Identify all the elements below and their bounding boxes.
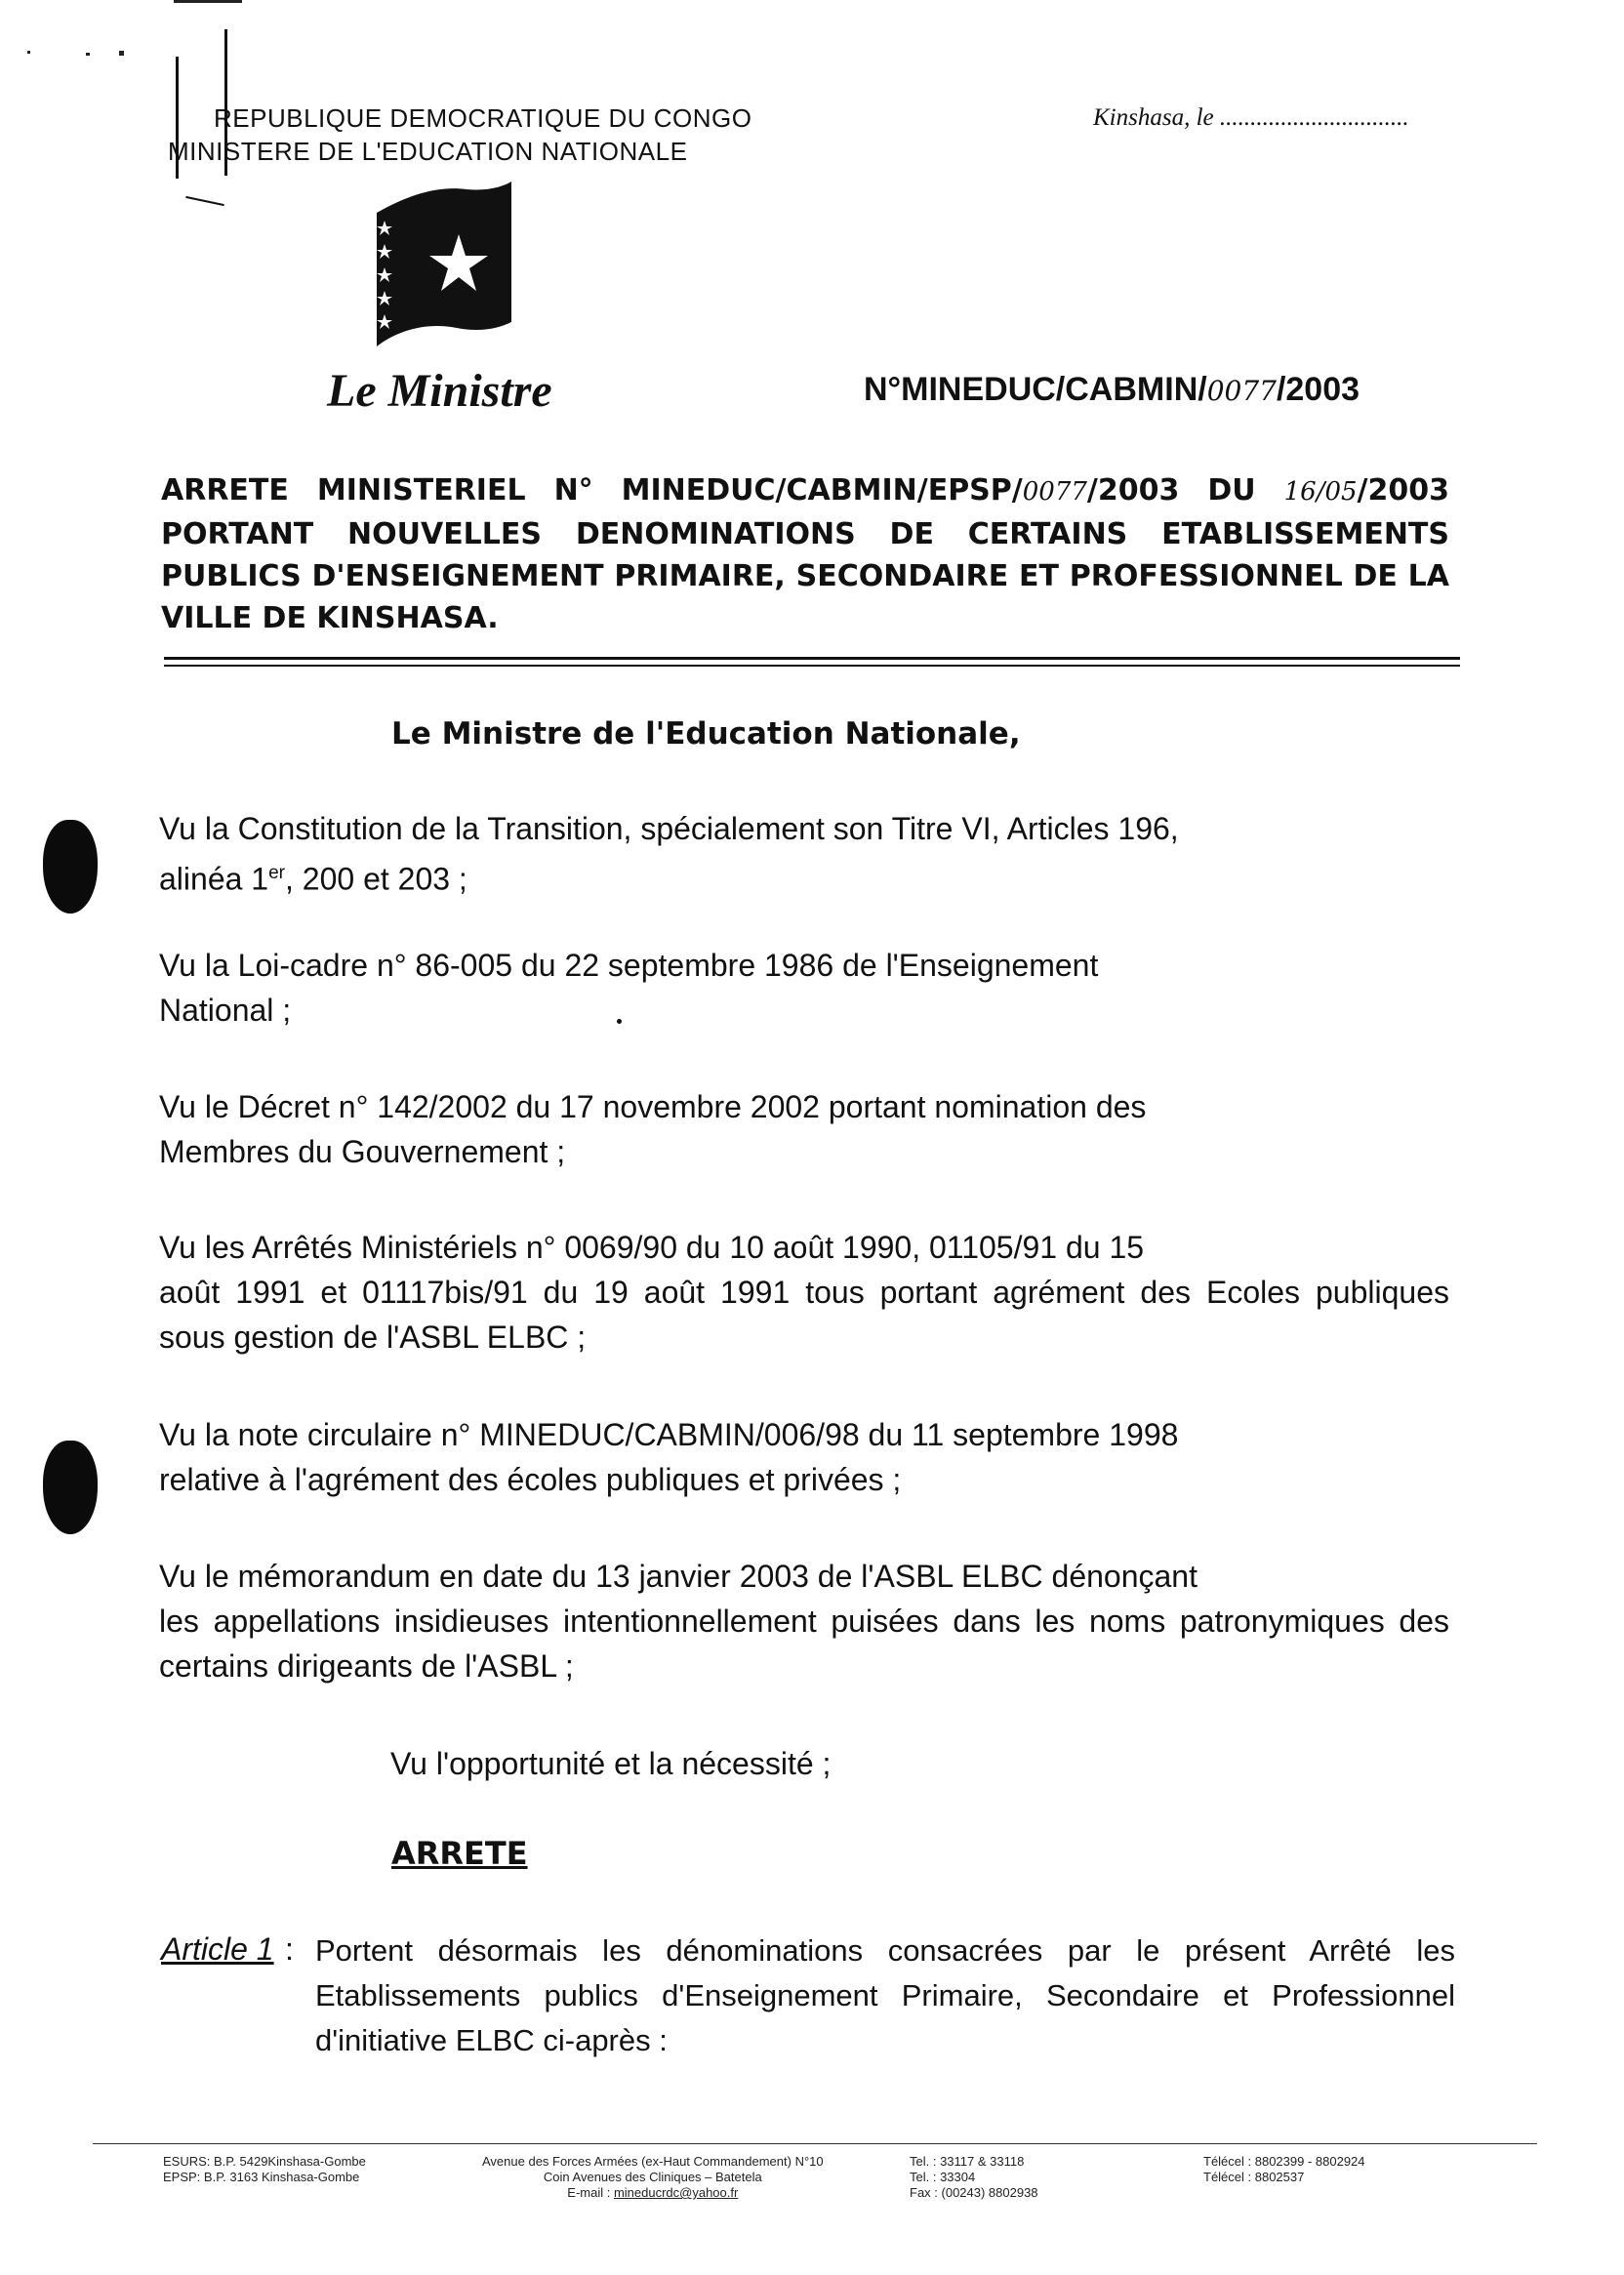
scan-mark <box>27 51 30 54</box>
scan-mark <box>119 51 124 56</box>
visa-note-circulaire <box>159 1412 1449 1502</box>
decree-title: ARRETE MINISTERIEL N° MINEDUC/CABMIN/EPSP/0077/2003 DU 16/05/2003 PORTANT NOUVELLES DENOMINATIONS DE CERTAINS ETABLISSEMENTS PUBLICS D'ENSEIGNEMENT PRIMAIRE, SECONDAIRE ET PROFESSIONNEL DE LA VILLE DE KINSHASA. <box>161 473 1449 635</box>
visa-arretes <box>159 1225 1449 1360</box>
punch-hole <box>43 1441 98 1534</box>
scan-mark <box>174 0 242 3</box>
republic-heading: REPUBLIQUE DEMOCRATIQUE DU CONGO <box>214 103 752 133</box>
visa-memorandum <box>159 1554 1449 1688</box>
arrete-heading: ARRETE <box>391 1835 528 1872</box>
reference-number <box>864 371 1360 409</box>
article-1-label: Article 1 <box>161 1931 274 1967</box>
title-handwritten-number: 0077 <box>1022 477 1087 507</box>
visa-line: Vu le Décret n° 142/2002 du 17 novembre 2002 portant nomination des <box>159 1089 1147 1124</box>
margin-pen-line <box>185 196 224 206</box>
drc-flag-emblem <box>369 176 515 351</box>
visa-line: Vu la Loi-cadre n° 86-005 du 22 septembre 1986 de l'Enseignement <box>159 948 1099 983</box>
reference-suffix: /2003 <box>1276 371 1360 408</box>
minister-heading: Le Ministre de l'Education Nationale, <box>391 716 1021 752</box>
place-date: Kinshasa, le ............................... <box>1093 104 1409 131</box>
article-1-colon: : <box>285 1931 294 1967</box>
punch-hole <box>43 820 98 914</box>
visa-constitution <box>159 806 1449 902</box>
visa-line: Membres du Gouvernement ; <box>159 1134 566 1169</box>
visa-line: Vu la Constitution de la Transition, spécialement son Titre VI, Articles 196, <box>159 811 1179 846</box>
footer-phones: Tel. : 33117 & 33118 Tel. : 33304 Fax : (00243) 8802938 <box>910 2154 1038 2200</box>
visa-line: alinéa 1er, 200 et 203 ; <box>159 861 467 897</box>
visa-line: août 1991 et 01117bis/91 du 19 août 1991 tous portant agrément des Ecoles publiques <box>159 1275 1449 1310</box>
footer-email: mineducrdc@yahoo.fr <box>613 2185 739 2200</box>
visa-line: sous gestion de l'ASBL ELBC ; <box>159 1320 587 1355</box>
visa-line: relative à l'agrément des écoles publiques et privées ; <box>159 1462 902 1497</box>
visa-opportunite: Vu l'opportunité et la nécessité ; <box>390 1746 832 1781</box>
title-handwritten-date: 16/05 <box>1283 477 1358 507</box>
footer-postal: ESURS: B.P. 5429Kinshasa-Gombe EPSP: B.P. 3163 Kinshasa-Gombe <box>163 2154 366 2184</box>
title-body: PORTANT NOUVELLES DENOMINATIONS DE CERTAINS ETABLISSEMENTS PUBLICS D'ENSEIGNEMENT PRIMAIRE, SECONDAIRE ET PROFESSIONNEL DE LA VILLE DE KINSHASA. <box>161 517 1449 635</box>
footer-rule <box>93 2143 1537 2144</box>
footer-address: Avenue des Forces Armées (ex-Haut Commandement) N°10 Coin Avenues des Cliniques – Batetela E-mail : mineducrdc@yahoo.fr <box>482 2154 824 2200</box>
reference-prefix: N°MINEDUC/CABMIN/ <box>864 371 1207 408</box>
visa-line: Vu la note circulaire n° MINEDUC/CABMIN/006/98 du 11 septembre 1998 <box>159 1417 1179 1452</box>
article-1-text: Portent désormais les dénominations consacrées par le présent Arrêté les Etablissements publics d'Enseignement Primaire, Secondaire et Professionnel d'initiative ELBC ci-après : <box>315 1933 1455 2057</box>
le-ministre-signature: Le Ministre <box>327 365 552 417</box>
title-rule-top <box>164 657 1460 660</box>
visa-decret <box>159 1084 1449 1174</box>
visa-line: Vu les Arrêtés Ministériels n° 0069/90 du 10 août 1990, 01105/91 du 15 <box>159 1230 1145 1265</box>
scan-mark <box>86 53 90 56</box>
ministry-heading: MINISTERE DE L'EDUCATION NATIONALE <box>168 137 688 166</box>
stray-dot <box>617 1019 622 1024</box>
reference-handwritten-number: 0077 <box>1206 375 1277 407</box>
visa-line: certains dirigeants de l'ASBL ; <box>159 1648 574 1684</box>
visa-loi-cadre <box>159 943 1449 1033</box>
visa-line: les appellations insidieuses intentionnellement puisées dans les noms patronymiques des <box>159 1604 1449 1639</box>
title-rule-bottom <box>164 665 1460 667</box>
footer-telecel: Télécel : 8802399 - 8802924 Télécel : 8802537 <box>1203 2154 1365 2184</box>
visa-line: Vu le mémorandum en date du 13 janvier 2003 de l'ASBL ELBC dénonçant <box>159 1559 1198 1594</box>
visa-line: National ; <box>159 993 292 1028</box>
